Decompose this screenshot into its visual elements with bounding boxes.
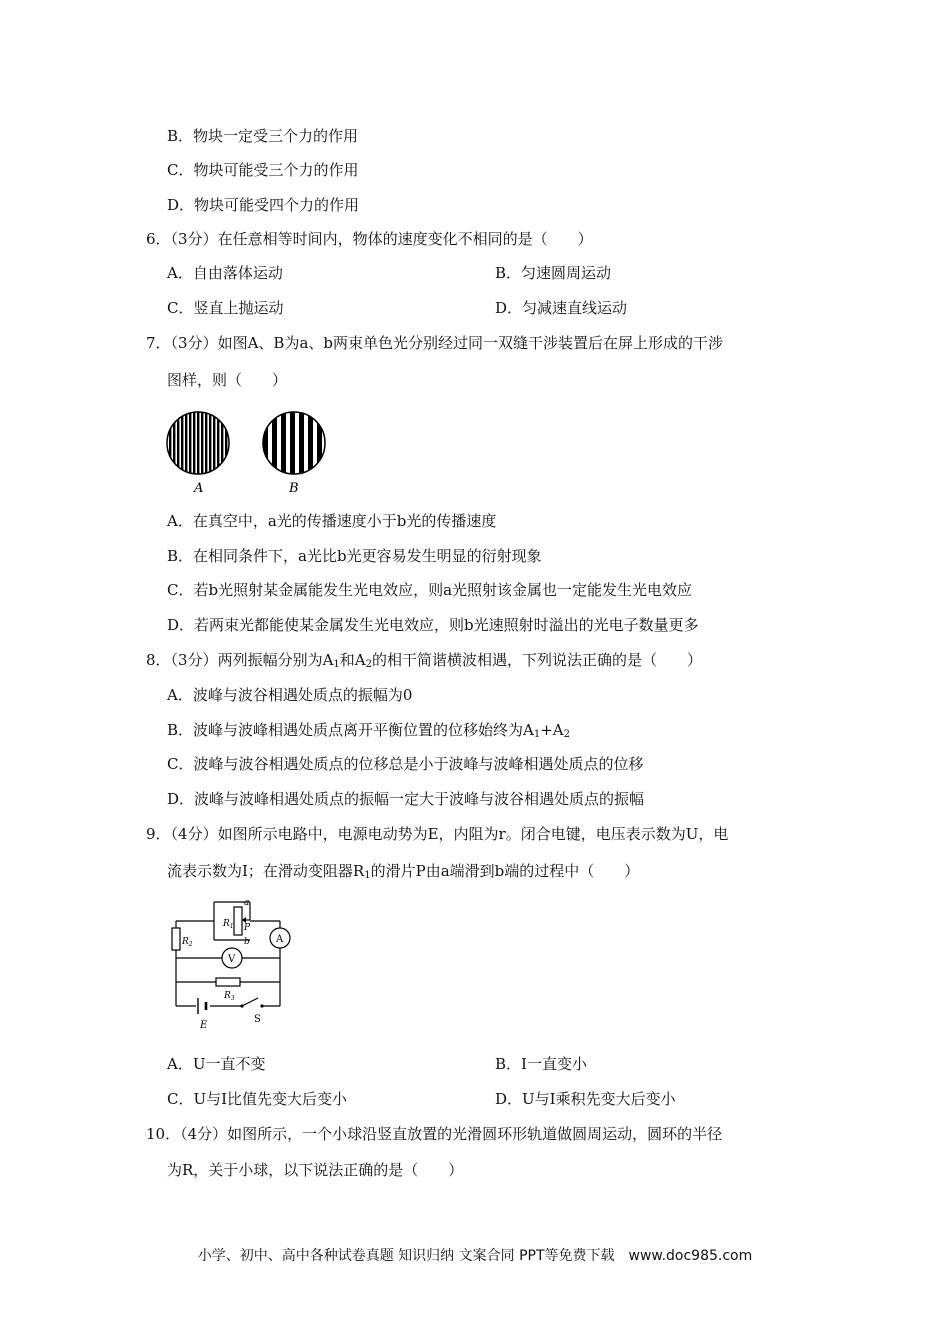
q9-stem-line2: 流表示数为I；在滑动变阻器$R_1$的滑片P由a端滑到b端的过程中（ ） [167, 862, 640, 881]
q9-stem-line1: 9．（4分）如图所示电路中，电源电动势为E，内阻为r。闭合电键，电压表示数为U，电 [146, 825, 729, 843]
r3-label: $R_3$ [224, 991, 235, 1002]
terminal-a-label: a [244, 898, 250, 908]
pattern-a-dense-fringes [165, 408, 235, 478]
r1-label: $R_1$ [223, 919, 234, 930]
pattern-b-wide-fringes [261, 408, 331, 478]
ammeter-label: A [276, 934, 284, 945]
circuit-diagram [166, 894, 306, 1034]
q7-option-d: D．若两束光都能使某金属发生光电效应，则b光速照射时溢出的光电子数量更多 [167, 616, 699, 634]
q8-stem: 8．（3分）两列振幅分别为$A_1$和$A_2$的相干简谐横波相遇，下列说法正确的是（ ） [146, 651, 703, 670]
q9-option-b: B．I一直变小 [495, 1055, 587, 1073]
q10-stem-line1: 10．（4分）如图所示，一个小球沿竖直放置的光滑圆环形轨道做圆周运动，圆环的半径 [146, 1125, 723, 1143]
pattern-b-label: B [289, 481, 299, 496]
q6-option-d: D．匀减速直线运动 [495, 299, 628, 317]
page-footer: 小学、初中、高中各种试卷真题 知识归纳 文案合同 PPT等免费下载 www.doc985.com [197, 1248, 753, 1264]
q5-option-b: B．物块一定受三个力的作用 [167, 127, 359, 145]
pattern-a-label: A [194, 481, 204, 496]
q8-option-a: A．波峰与波谷相遇处质点的振幅为0 [167, 686, 413, 704]
terminal-b-label: b [244, 937, 250, 947]
q9-option-d: D．U与I乘积先变大后变小 [495, 1090, 676, 1108]
q6-option-c: C．竖直上抛运动 [167, 299, 284, 317]
q7-option-b: B．在相同条件下，a光比b光更容易发生明显的衍射现象 [167, 547, 542, 565]
q6-stem: 6．（3分）在任意相等时间内，物体的速度变化不相同的是（ ） [146, 230, 593, 248]
battery-e-label: E [200, 1020, 208, 1031]
r2-label: $R_2$ [182, 937, 193, 948]
q8-option-c: C．波峰与波谷相遇处质点的位移总是小于波峰与波峰相遇处质点的位移 [167, 755, 644, 773]
q5-option-d: D．物块可能受四个力的作用 [167, 196, 360, 214]
voltmeter-label: V [228, 954, 236, 965]
interference-pattern-figure [165, 408, 335, 496]
q8-option-d: D．波峰与波峰相遇处质点的振幅一定大于波峰与波谷相遇处质点的振幅 [167, 790, 645, 808]
q8-option-b: B．波峰与波峰相遇处质点离开平衡位置的位移始终为$A_1+A_2$ [167, 721, 571, 740]
q6-option-b: B．匀速圆周运动 [495, 264, 612, 282]
switch-s-label: S [254, 1014, 261, 1025]
q10-stem-line2: 为R，关于小球，以下说法正确的是（ ） [167, 1161, 464, 1179]
q5-option-c: C．物块可能受三个力的作用 [167, 161, 359, 179]
q7-option-c: C．若b光照射某金属能发生光电效应，则a光照射该金属也一定能发生光电效应 [167, 581, 693, 599]
q9-option-a: A．U一直不变 [167, 1055, 266, 1073]
q7-stem-line1: 7．（3分）如图A、B为a、b两束单色光分别经过同一双缝干涉装置后在屏上形成的干涉 [146, 334, 723, 352]
q7-stem-line2: 图样，则（ ） [167, 371, 288, 389]
q6-option-a: A．自由落体运动 [167, 264, 283, 282]
slider-p-label: P [244, 923, 251, 933]
q7-option-a: A．在真空中，a光的传播速度小于b光的传播速度 [167, 512, 497, 530]
q9-option-c: C．U与I比值先变大后变小 [167, 1090, 348, 1108]
